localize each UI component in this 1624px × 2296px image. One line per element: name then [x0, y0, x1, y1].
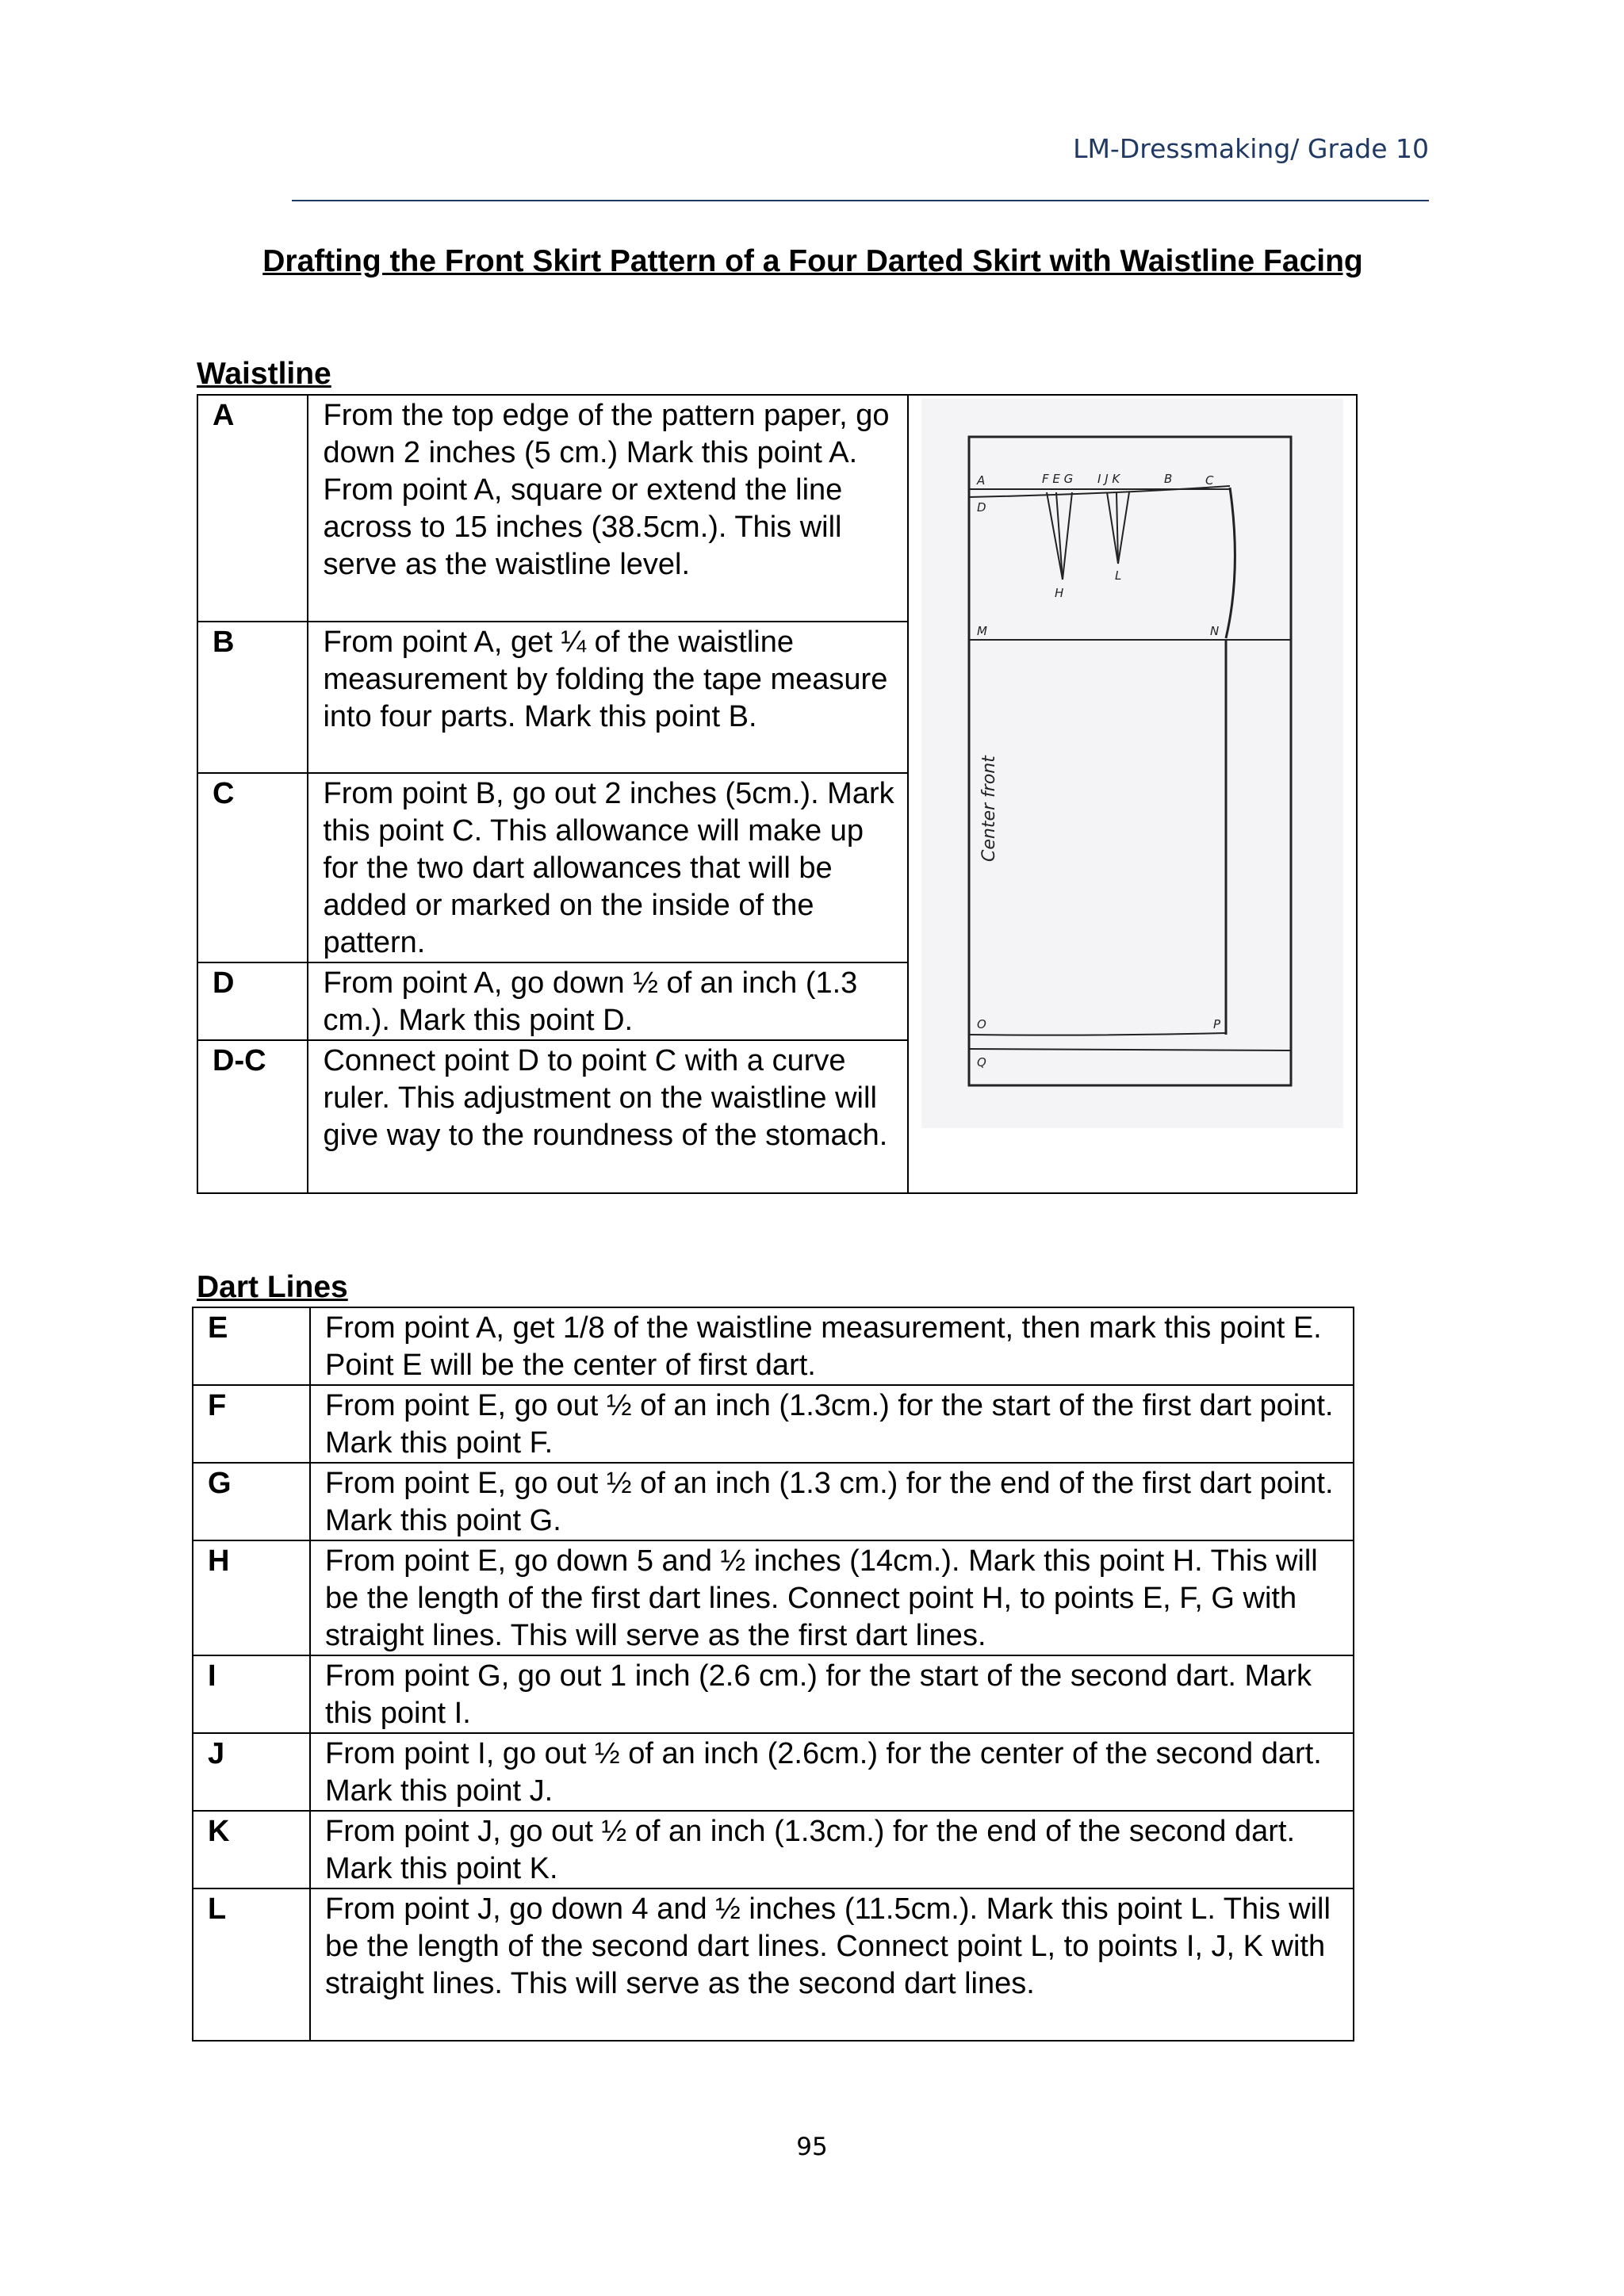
row-description: Connect point D to point C with a curve ruler. This adjustment on the waistline will give way to the roundness of the stomach. — [308, 1040, 908, 1193]
table-row — [193, 1733, 1354, 1811]
row-description: From point B, go out 2 inches (5cm.). Mark this point C. This allowance will make up for the two dart allowances that will be added or marked on the inside of the pattern. — [308, 773, 908, 962]
row-description: From the top edge of the pattern paper, go down 2 inches (5 cm.) Mark this point A. From point A, square or extend the line across to 15 inches (38.5cm.). This will serve as the waistline level. — [308, 395, 908, 622]
row-description: From point A, get 1/8 of the waistline measurement, then mark this point E. Point E will be the center of first dart. — [310, 1307, 1354, 1385]
running-header: LM-Dressmaking/ Grade 10 — [1073, 133, 1429, 164]
table-row — [193, 1307, 1354, 1385]
row-description: From point J, go out ½ of an inch (1.3cm.) for the end of the second dart. Mark this point K. — [310, 1811, 1354, 1888]
row-key: L — [193, 1888, 310, 2041]
front-skirt-pattern-diagram — [909, 396, 1356, 1188]
row-description: From point I, go out ½ of an inch (2.6cm.) for the center of the second dart. Mark this point J. — [310, 1733, 1354, 1811]
dart-lines-table — [192, 1307, 1354, 2042]
label-h: H — [1054, 586, 1064, 600]
label-m: M — [976, 624, 987, 638]
label-feg: F E G — [1041, 472, 1074, 486]
label-c: C — [1205, 473, 1214, 488]
row-description: From point E, go out ½ of an inch (1.3cm.) for the start of the first dart point. Mark this point F. — [310, 1385, 1354, 1463]
label-a: A — [976, 473, 986, 488]
row-key: J — [193, 1733, 310, 1811]
row-key: I — [193, 1655, 310, 1733]
label-center-front: Center front — [979, 756, 999, 862]
row-key: D-C — [197, 1040, 308, 1193]
row-key: D — [197, 962, 308, 1040]
label-ijk: I J K — [1097, 472, 1120, 486]
row-key: B — [197, 622, 308, 773]
table-row — [193, 1463, 1354, 1540]
row-key: H — [193, 1540, 310, 1655]
label-p: P — [1212, 1017, 1221, 1031]
row-description: From point E, go down 5 and ½ inches (14cm.). Mark this point H. This will be the length of the first dart lines. Connect point H, to points E, F, G with straight lines. This will serve as the first dart lines. — [310, 1540, 1354, 1655]
label-l: L — [1114, 568, 1122, 583]
row-description: From point E, go out ½ of an inch (1.3 cm.) for the end of the first dart point. Mark this point G. — [310, 1463, 1354, 1540]
label-d: D — [976, 500, 986, 515]
table-row — [193, 1888, 1354, 2041]
row-description: From point J, go down 4 and ½ inches (11.5cm.). Mark this point L. This will be the length of the second dart lines. Connect point L, to points I, J, K with straight lines. This will serve as the second dart lines. — [310, 1888, 1354, 2041]
pattern-diagram-cell — [908, 395, 1357, 1193]
row-key: E — [193, 1307, 310, 1385]
row-key: C — [197, 773, 308, 962]
row-description: From point A, get ¼ of the waistline measurement by folding the tape measure into four parts. Mark this point B. — [308, 622, 908, 773]
row-key: G — [193, 1463, 310, 1540]
header-divider — [292, 200, 1429, 201]
table-row — [193, 1385, 1354, 1463]
row-description: From point A, go down ½ of an inch (1.3 cm.). Mark this point D. — [308, 962, 908, 1040]
table-row — [193, 1655, 1354, 1733]
table-row — [193, 1540, 1354, 1655]
waistline-heading: Waistline — [197, 357, 331, 391]
dart-lines-heading: Dart Lines — [197, 1270, 348, 1304]
waistline-table — [197, 394, 1358, 1194]
label-o: O — [976, 1017, 986, 1031]
table-row — [193, 1811, 1354, 1888]
document-title: Drafting the Front Skirt Pattern of a Four Darted Skirt with Waistline Facing — [262, 244, 1363, 278]
label-q: Q — [976, 1055, 986, 1070]
label-b: B — [1163, 472, 1173, 486]
label-n: N — [1209, 624, 1220, 638]
row-key: A — [197, 395, 308, 622]
page-number: 95 — [796, 2133, 828, 2161]
row-key: K — [193, 1811, 310, 1888]
row-key: F — [193, 1385, 310, 1463]
row-description: From point G, go out 1 inch (2.6 cm.) for the start of the second dart. Mark this point I. — [310, 1655, 1354, 1733]
table-row — [197, 395, 1357, 622]
